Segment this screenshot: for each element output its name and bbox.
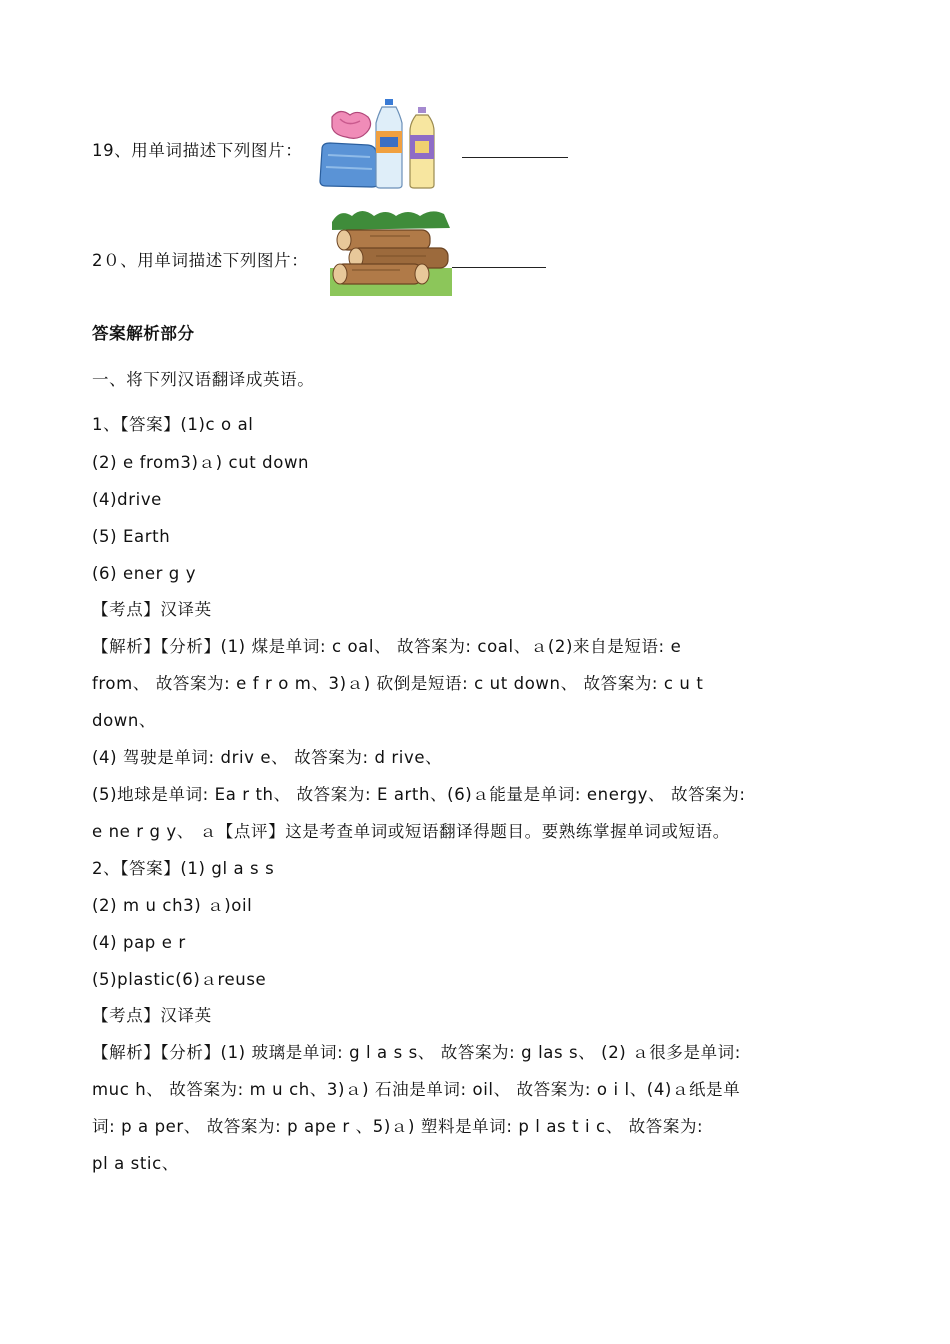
answer-line: (5)plastic(6)ａreuse	[92, 970, 267, 989]
question-19-label: 19、用单词描述下列图片：	[92, 141, 303, 160]
answer-line: muc h、 故答案为: m u ch、3)ａ) 石油是单词: oil、 故答案为: o i l、(4)ａ纸是单	[92, 1080, 741, 1099]
answer-line: down、	[92, 711, 157, 730]
answer-blank-20[interactable]	[452, 267, 546, 268]
answer-line: (5) Earth	[92, 527, 171, 546]
answer-line: pl a stic、	[92, 1154, 179, 1173]
plastic-items-illustration	[318, 97, 442, 189]
answer-line: (2) e from3)ａ) cut down	[92, 453, 310, 472]
answer-line: 【解析】【分析】(1) 玻璃是单词: g l a s s、 故答案为: g las s、 (2) ａ很多是单词:	[92, 1043, 741, 1062]
question-20-label: 2０、用单词描述下列图片：	[92, 251, 309, 270]
answer-line: (6) ener g y	[92, 564, 197, 583]
part-one-title: 一、将下列汉语翻译成英语。	[92, 370, 315, 389]
answer-line: (5)地球是单词: Ea r th、 故答案为: E arth、(6)ａ能量是单词: energy、 故答案为:	[92, 785, 746, 804]
answer-line: 词: p a per、 故答案为: p ape r 、5)ａ) 塑料是单词: p l as t i c、 故答案为:	[92, 1117, 704, 1136]
answer-line: 【考点】汉译英	[92, 600, 212, 619]
answer-line: (2) m u ch3) ａ)oil	[92, 896, 253, 915]
answer-line: 【考点】汉译英	[92, 1006, 212, 1025]
answer-line: (4)drive	[92, 490, 162, 509]
answer-line: from、 故答案为: e f r o m、3)ａ) 砍倒是短语: c ut down、 故答案为: c u t	[92, 674, 704, 693]
answer-line: (4) pap e r	[92, 933, 186, 952]
answer-line: 【解析】【分析】(1) 煤是单词: c oal、 故答案为: coal、ａ(2)来自是短语: e	[92, 637, 682, 656]
answer-line: 1、【答案】(1)c o al	[92, 415, 254, 434]
answer-blank-19[interactable]	[462, 157, 568, 158]
answer-line: 2、【答案】(1) gl a s s	[92, 859, 275, 878]
answer-section-title: 答案解析部分	[92, 324, 195, 343]
answer-line: (4) 驾驶是单词: driv e、 故答案为: d rive、	[92, 748, 443, 767]
answer-line: e ne r g y、 ａ【点评】这是考查单词或短语翻译得题目。要熟练掌握单词或短语。	[92, 822, 730, 841]
logs-illustration	[330, 208, 452, 296]
